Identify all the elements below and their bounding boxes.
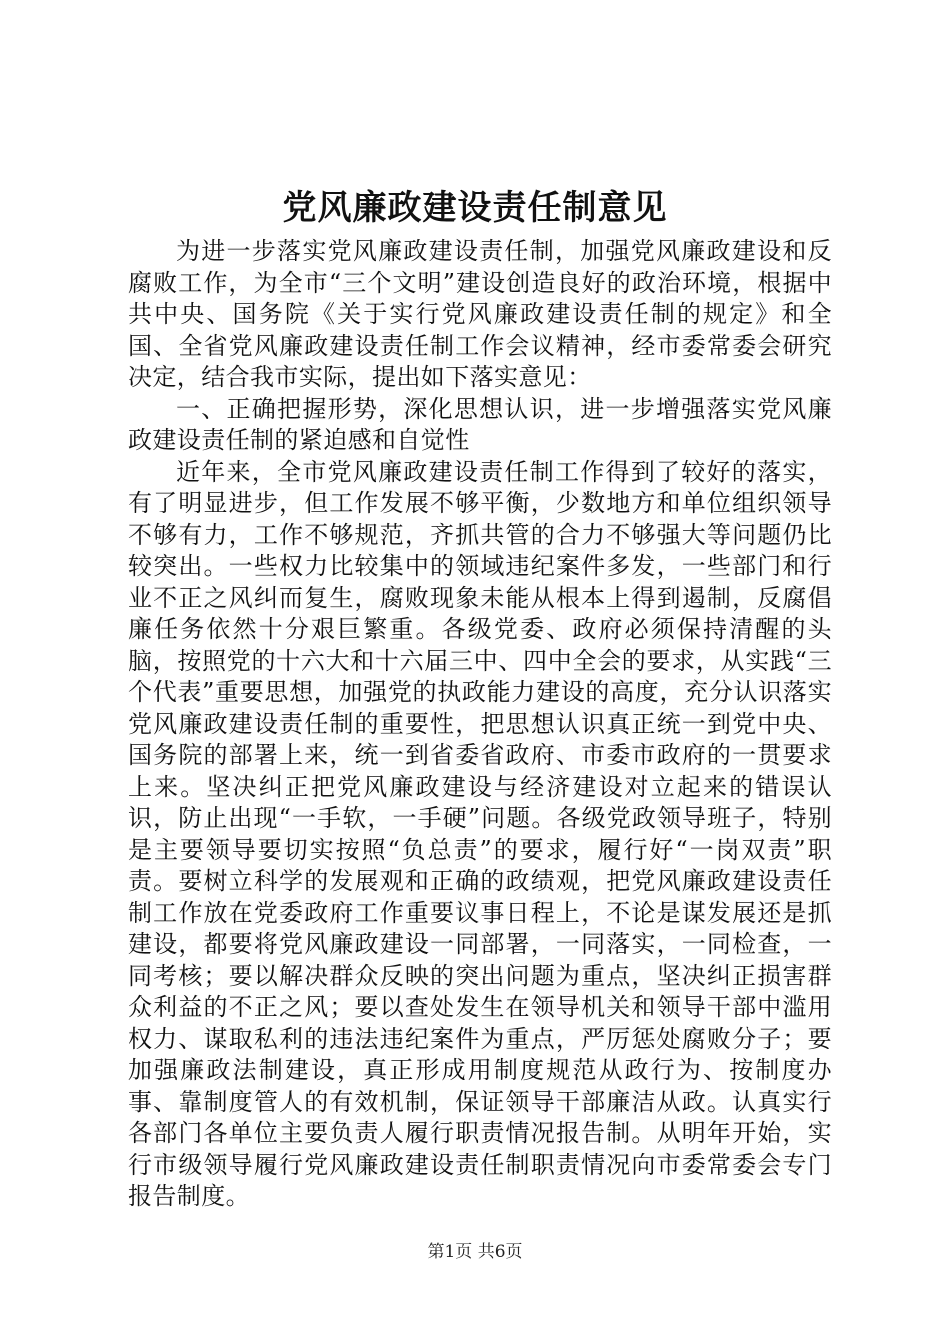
main-paragraph: 近年来，全市党风廉政建设责任制工作得到了较好的落实，有了明显进步，但工作发展不够平衡，少数地方和单位组织领导不够有力，工作不够规范，齐抓共管的合力不够强大等问题仍比较突出。一些权力比较集中的领域违纪案件多发，一些部门和行业不正之风纠而复生，腐败现象未能从根本上得到遏制，反腐倡廉任务依然十分艰巨繁重。各级党委、政府必须保持清醒的头脑，按照党的十六大和十六届三中、四中全会的要求，从实践“三个代表”重要思想，加强党的执政能力建设的高度，充分认识落实党风廉政建设责任制的重要性，把思想认识真正统一到党中央、国务院的部署上来，统一到省委省政府、市委市政府的一贯要求上来。坚决纠正把党风廉政建设与经济建设对立起来的错误认识，防止出现“一手软，一手硬”问题。各级党政领导班子，特别是主要领导要切实按照“负总责”的要求，履行好“一岗双责”职责。要树立科学的发展观和正确的政绩观，把党风廉政建设责任制工作放在党委政府工作重要议事日程上，不论是谋发展还是抓建设，都要将党风廉政建设一同部署，一同落实，一同检查，一同考核；要以解决群众反映的突出问题为重点，坚决纠正损害群众利益的不正之风；要以查处发生在领导机关和领导干部中滥用权力、谋取私利的违法违纪案件为重点，严厉惩处腐败分子；要加强廉政法制建设，真正形成用制度规范从政行为、按制度办事、靠制度管人的有效机制，保证领导干部廉洁从政。认真实行各部门各单位主要负责人履行职责情况报告制。从明年开始，实行市级领导履行党风廉政建设责任制职责情况向市委常委会专门报告制度。 bbox=[128, 457, 832, 1210]
document-title: 党风廉政建设责任制意见 bbox=[282, 188, 668, 228]
intro-paragraph: 为进一步落实党风廉政建设责任制，加强党风廉政建设和反腐败工作，为全市“三个文明”建设创造良好的政治环境，根据中共中央、国务院《关于实行党风廉政建设责任制的规定》和全国、全省党风廉政建设责任制工作会议精神，经市委常委会研究决定，结合我市实际，提出如下落实意见： bbox=[128, 237, 832, 391]
document-body bbox=[128, 236, 832, 1213]
page-footer: 第1页 共6页 bbox=[427, 1242, 523, 1262]
section-heading-paragraph: 一、正确把握形势，深化思想认识，进一步增强落实党风廉政建设责任制的紧迫感和自觉性 bbox=[128, 394, 832, 454]
